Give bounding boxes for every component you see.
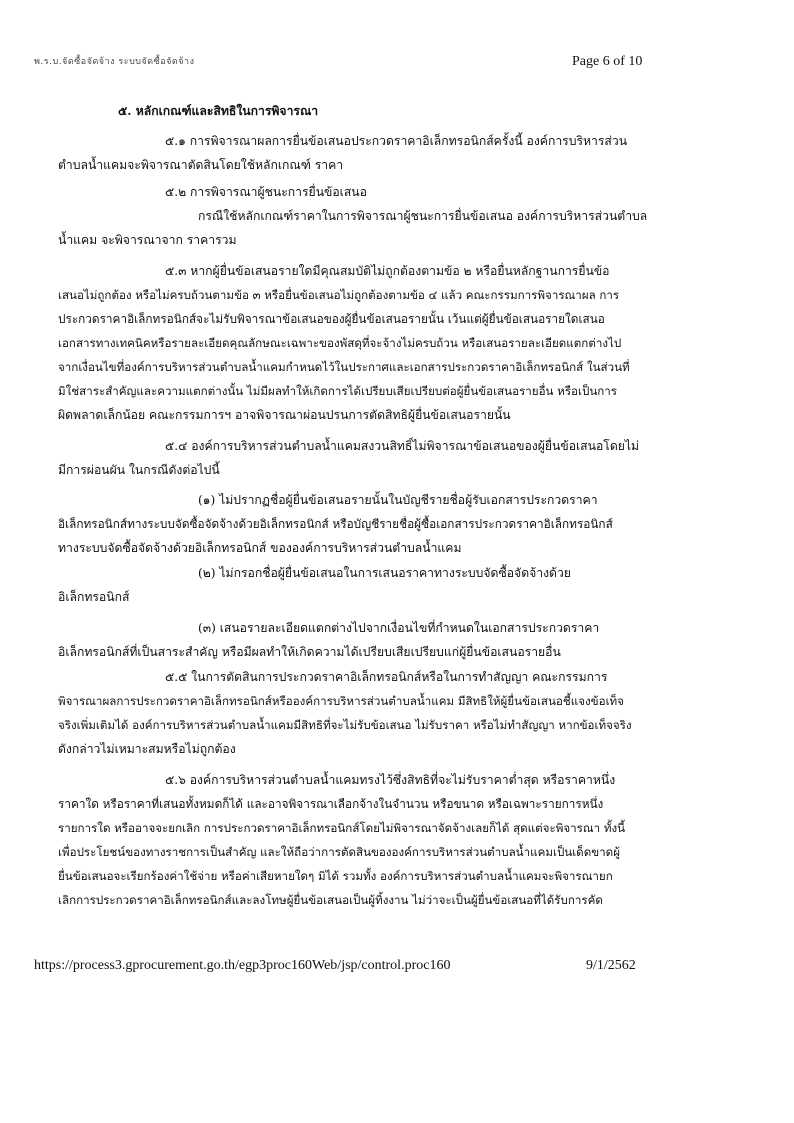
- body-line: กรณีใช้หลักเกณฑ์ราคาในการพิจารณาผู้ชนะการยื่นข้อเสนอ องค์การบริหารส่วนตำบล: [198, 209, 648, 223]
- body-line: ราคาใด หรือราคาที่เสนอทั้งหมดก็ได้ และอาจพิจารณาเลือกจ้างในจำนวน หรือขนาด หรือเฉพาะรายการหนึ่ง: [58, 797, 604, 811]
- body-line: ดังกล่าวไม่เหมาะสมหรือไม่ถูกต้อง: [58, 742, 236, 756]
- body-line: (๑) ไม่ปรากฏชื่อผู้ยื่นข้อเสนอรายนั้นในบัญชีรายชื่อผู้รับเอกสารประกวดราคา: [198, 493, 598, 507]
- body-line: เอกสารทางเทคนิคหรือรายละเอียดคุณลักษณะเฉพาะของพัสดุที่จะจ้างไม่ครบถ้วน หรือเสนอรายละเอียดแตกต่างไป: [58, 336, 622, 350]
- body-line: มิใช่สาระสำคัญและความแตกต่างนั้น ไม่มีผลทำให้เกิดการได้เปรียบเสียเปรียบต่อผู้ยื่นข้อเสนอรายอื่น หรือเป็นการ: [58, 384, 618, 398]
- footer-date: 9/1/2562: [586, 958, 636, 973]
- section-heading: ๕. หลักเกณฑ์และสิทธิในการพิจารณา: [118, 104, 319, 118]
- body-line: (๒) ไม่กรอกชื่อผู้ยื่นข้อเสนอในการเสนอราคาทางระบบจัดซื้อจัดจ้างด้วย: [198, 566, 571, 580]
- body-line: จริงเพิ่มเติมได้ องค์การบริหารส่วนตำบลน้ำแคมมีสิทธิที่จะไม่รับข้อเสนอ ไม่รับราคา หรือไม่ทำสัญญา หากข้อเท็จจริง: [58, 718, 632, 732]
- body-line: น้ำแคม จะพิจารณาจาก ราคารวม: [58, 233, 237, 247]
- body-line: เสนอไม่ถูกต้อง หรือไม่ครบถ้วนตามข้อ ๓ หรือยื่นข้อเสนอไม่ถูกต้องตามข้อ ๔ แล้ว คณะกรรมการพิจารณาผล การ: [58, 288, 620, 302]
- body-line: ผิดพลาดเล็กน้อย คณะกรรมการฯ อาจพิจารณาผ่อนปรนการตัดสิทธิผู้ยื่นข้อเสนอรายนั้น: [58, 408, 511, 422]
- body-line: อิเล็กทรอนิกส์ที่เป็นสาระสำคัญ หรือมีผลทำให้เกิดความได้เปรียบเสียเปรียบแก่ผู้ยื่นข้อเสนอรายอื่น: [58, 645, 561, 659]
- body-line: อิเล็กทรอนิกส์: [58, 590, 130, 604]
- body-line: ยื่นข้อเสนอจะเรียกร้องค่าใช้จ่าย หรือค่าเสียหายใดๆ มิได้ รวมทั้ง องค์การบริหารส่วนตำบลน้ำแคมจะพิจารณายก: [58, 869, 613, 883]
- body-line: ๕.๖ องค์การบริหารส่วนตำบลน้ำแคมทรงไว้ซึ่งสิทธิที่จะไม่รับราคาต่ำสุด หรือราคาหนึ่ง: [165, 773, 616, 787]
- body-line: ตำบลน้ำแคมจะพิจารณาตัดสินโดยใช้หลักเกณฑ์ ราคา: [58, 158, 344, 172]
- body-line: มีการผ่อนผัน ในกรณีดังต่อไปนี้: [58, 463, 220, 477]
- page-number: Page 6 of 10: [572, 54, 643, 69]
- body-line: ๕.๒ การพิจารณาผู้ชนะการยื่นข้อเสนอ: [165, 185, 367, 199]
- body-line: รายการใด หรืออาจจะยกเลิก การประกวดราคาอิเล็กทรอนิกส์โดยไม่พิจารณาจัดจ้างเลยก็ได้ สุดแต่จะพิจารณา ทั้งนี้: [58, 821, 626, 835]
- body-line: ประกวดราคาอิเล็กทรอนิกส์จะไม่รับพิจารณาข้อเสนอของผู้ยื่นข้อเสนอรายนั้น เว้นแต่ผู้ยื่นข้อเสนอรายใดเสนอ: [58, 312, 605, 326]
- body-line: พิจารณาผลการประกวดราคาอิเล็กทรอนิกส์หรือองค์การบริหารส่วนตำบลน้ำแคม มีสิทธิให้ผู้ยื่นข้อเสนอชี้แจงข้อเท็จ: [58, 694, 624, 708]
- body-line: เลิกการประกวดราคาอิเล็กทรอนิกส์และลงโทษผู้ยื่นข้อเสนอเป็นผู้ทิ้งงาน ไม่ว่าจะเป็นผู้ยื่นข้อเสนอที่ได้รับการคัด: [58, 893, 603, 907]
- body-line: ๕.๑ การพิจารณาผลการยื่นข้อเสนอประกวดราคาอิเล็กทรอนิกส์ครั้งนี้ องค์การบริหารส่วน: [165, 134, 628, 148]
- footer-url: https://process3.gprocurement.go.th/egp3proc160Web/jsp/control.proc160: [34, 958, 451, 973]
- body-line: ๕.๕ ในการตัดสินการประกวดราคาอิเล็กทรอนิกส์หรือในการทำสัญญา คณะกรรมการ: [165, 670, 608, 684]
- body-line: อิเล็กทรอนิกส์ทางระบบจัดซื้อจัดจ้างด้วยอิเล็กทรอนิกส์ หรือบัญชีรายชื่อผู้ซื้อเอกสารประกวดราคาอิเล็กทรอนิกส์: [58, 517, 613, 531]
- body-line: ทางระบบจัดซื้อจัดจ้างด้วยอิเล็กทรอนิกส์ ขององค์การบริหารส่วนตำบลน้ำแคม: [58, 541, 462, 555]
- body-line: ๕.๔ องค์การบริหารส่วนตำบลน้ำแคมสงวนสิทธิ์ไม่พิจารณาข้อเสนอของผู้ยื่นข้อเสนอโดยไม่: [165, 439, 640, 453]
- body-line: เพื่อประโยชน์ของทางราชการเป็นสำคัญ และให้ถือว่าการตัดสินขององค์การบริหารส่วนตำบลน้ำแคมเป็นเด็ดขาดผู้: [58, 845, 621, 859]
- body-line: จากเงื่อนไขที่องค์การบริหารส่วนตำบลน้ำแคมกำหนดไว้ในประกาศและเอกสารประกวดราคาอิเล็กทรอนิกส์ ในส่วนที่: [58, 360, 630, 374]
- body-line: (๓) เสนอรายละเอียดแตกต่างไปจากเงื่อนไขที่กำหนดในเอกสารประกวดราคา: [198, 621, 600, 635]
- body-line: ๕.๓ หากผู้ยื่นข้อเสนอรายใดมีคุณสมบัติไม่ถูกต้องตามข้อ ๒ หรือยื่นหลักฐานการยื่นข้อ: [165, 264, 610, 278]
- header-left-text: พ.ร.บ.จัดซื้อจัดจ้าง ระบบจัดซื้อจัดจ้าง: [34, 57, 195, 67]
